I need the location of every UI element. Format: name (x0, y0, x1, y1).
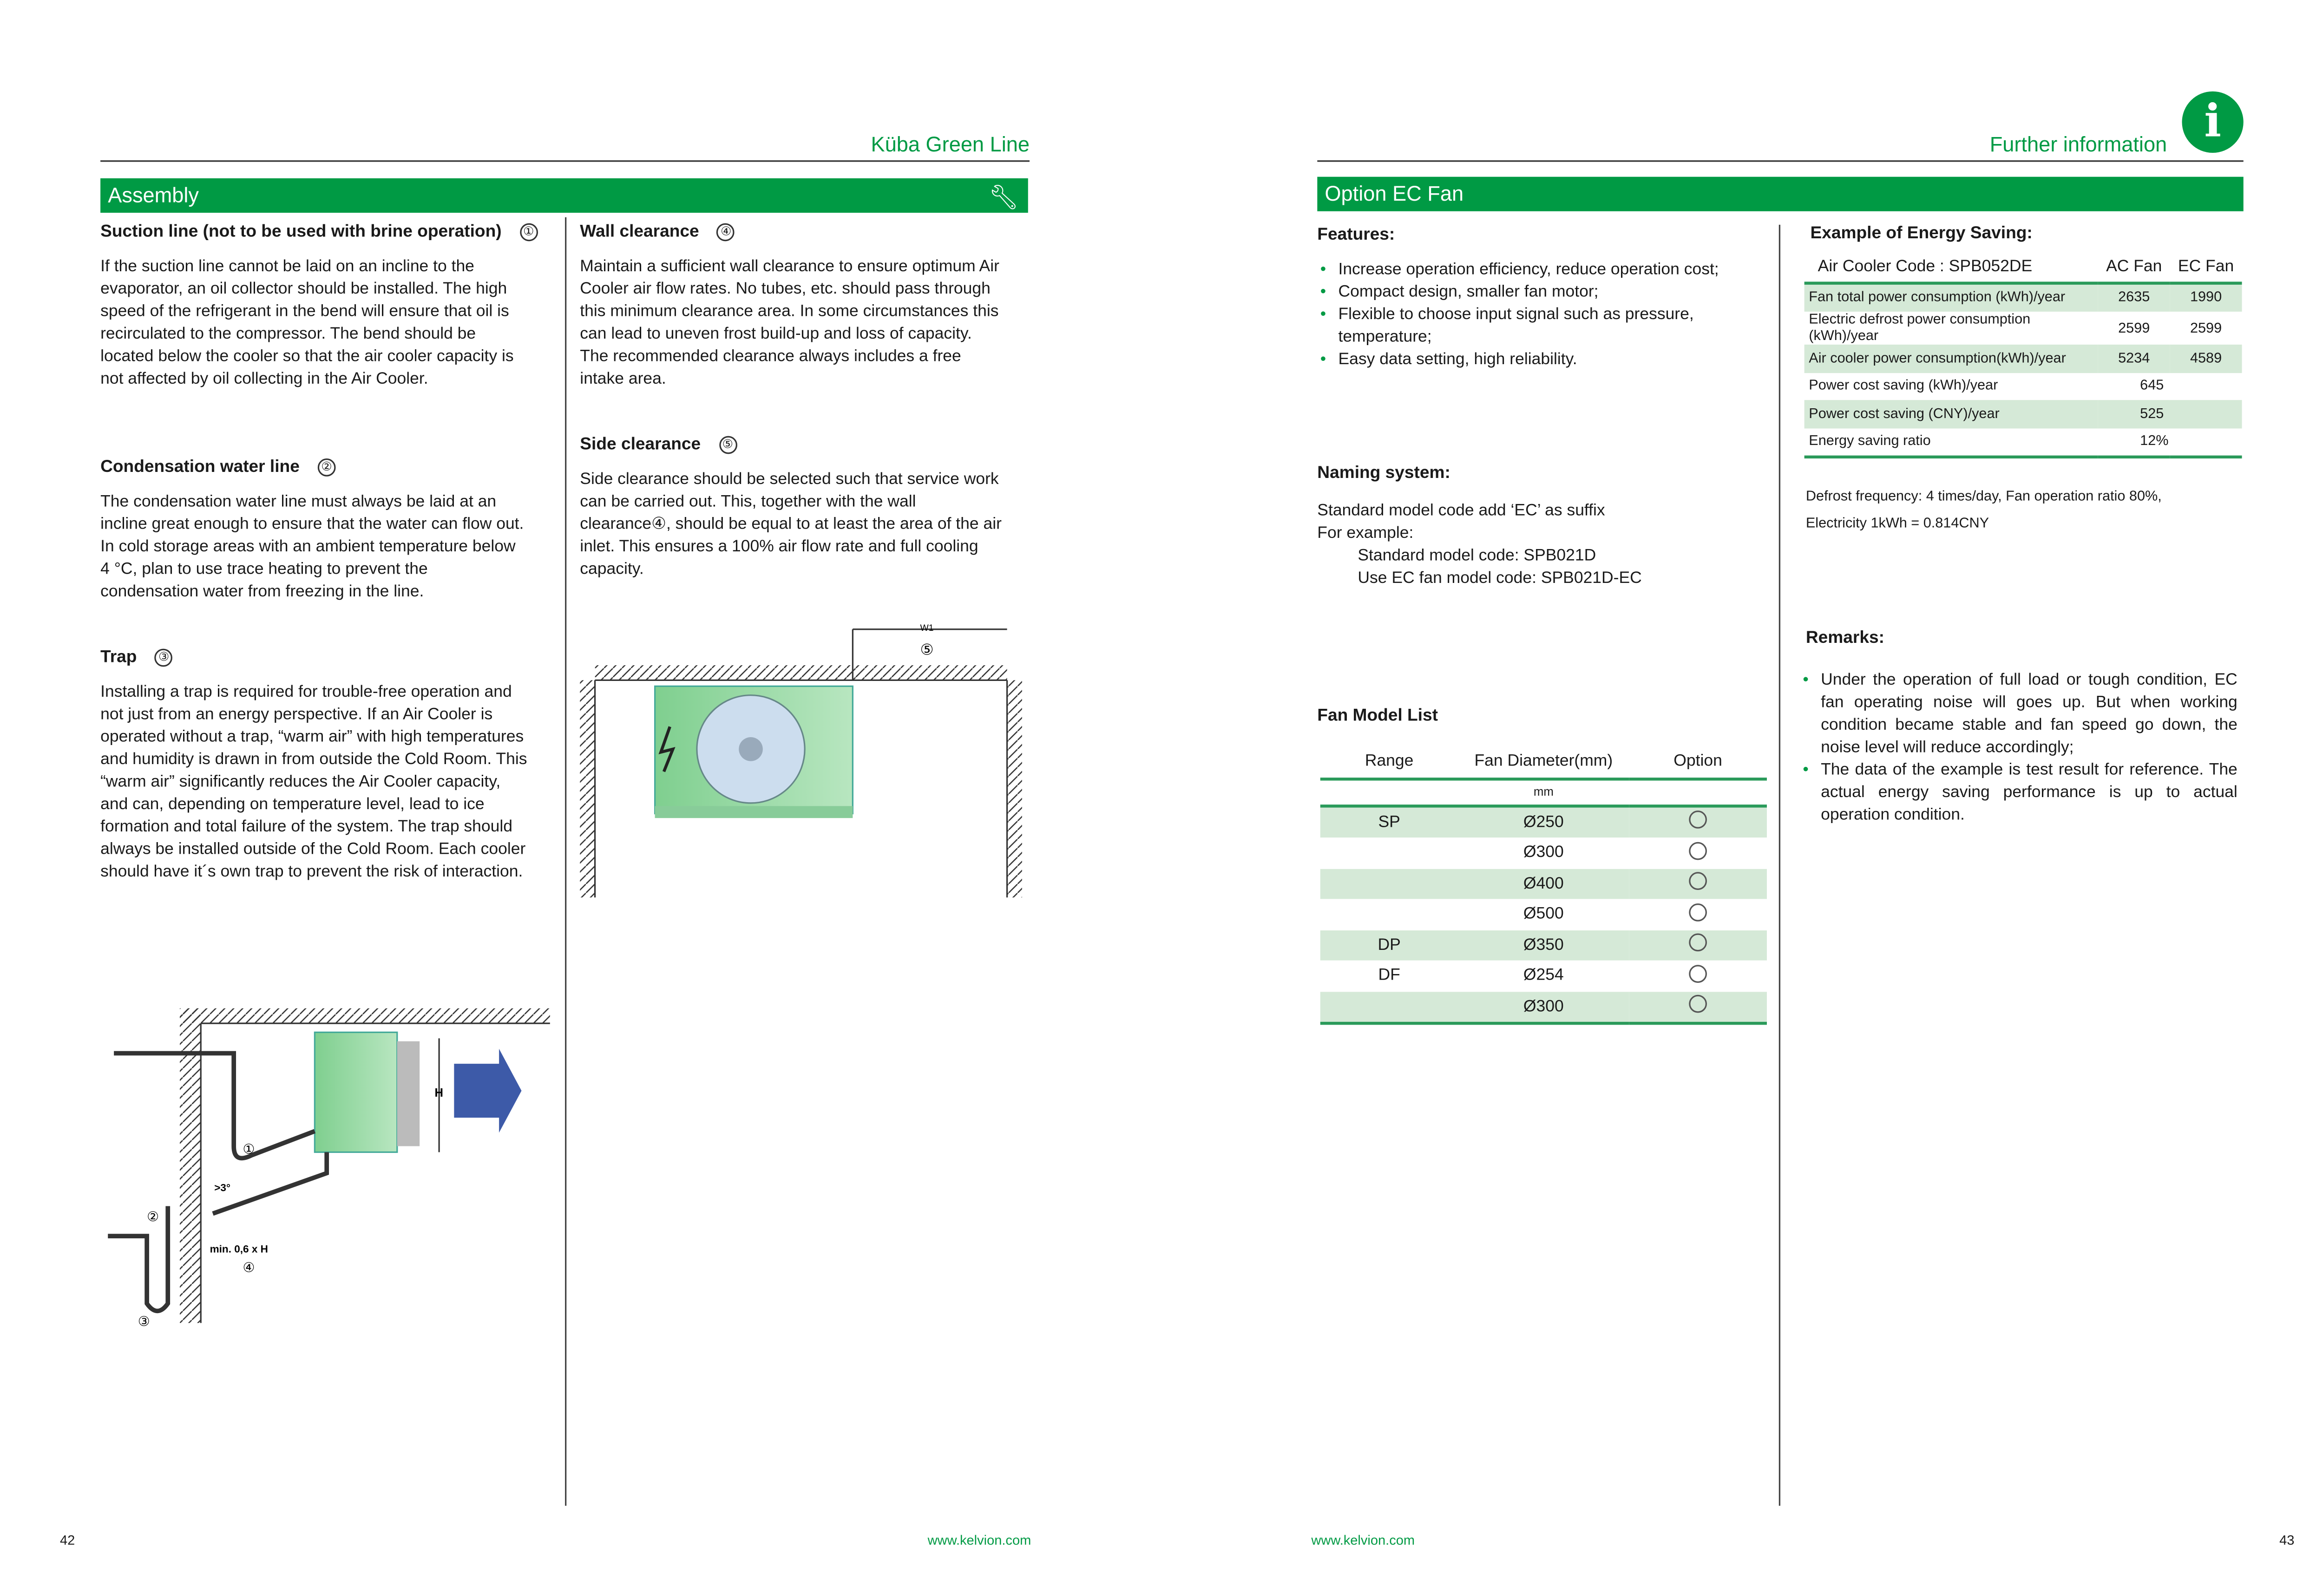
url-left[interactable]: www.kelvion.com (927, 1532, 1031, 1548)
condensation-text: The condensation water line must always be laid at an incline great enough to ensure that the water can flow out. In cold storage areas with an ambient temperature below 4 °C, plan to use trace heating to prevent the condensation water from freezing in the line. (100, 493, 524, 601)
label-5: ⑤ (920, 641, 934, 658)
page-number-right: 43 (2279, 1532, 2295, 1548)
wall-title: Wall clearance ④ (580, 223, 735, 242)
label-4: ④ (243, 1260, 255, 1275)
table-row: Ø300 (1320, 991, 1767, 1023)
h-label: H (434, 1086, 444, 1100)
table-row: Ø500 (1320, 899, 1767, 929)
option-circle-icon (1689, 934, 1707, 952)
naming-line: For example: (1317, 524, 1414, 543)
column-divider (1779, 225, 1780, 1506)
table-row: Air cooler power consumption(kWh)/year 5234 4589 (1805, 345, 2242, 373)
feature-item: • Easy data setting, high reliability. (1317, 349, 1744, 372)
header-rule (100, 160, 1030, 162)
option-circle-icon (1689, 811, 1707, 829)
table-row: Power cost saving (kWh)/year 645 (1809, 378, 2164, 395)
min-label: min. 0,6 x H (210, 1243, 268, 1255)
assembly-bar (100, 178, 1028, 213)
naming-title: Naming system: (1317, 464, 1450, 483)
side-title: Side clearance ⑤ (580, 436, 736, 454)
label-3: ③ (138, 1314, 150, 1329)
header-rule (1317, 160, 2243, 162)
remarks-title: Remarks: (1805, 629, 1884, 648)
suction-text: If the suction line cannot be laid on an incline to the evaporator, an oil collector should be installed. The high speed of the refrigerant in the bend will ensure that oil is recirculated to the compressor. The bend should be located below the cooler so that the air cooler capacity is not affected by oil collecting in the Air Cooler. (100, 257, 514, 388)
table-row: Ø400 (1320, 868, 1767, 899)
label-2: ② (147, 1209, 159, 1224)
option-circle-icon (1689, 995, 1707, 1014)
option-circle-icon (1689, 842, 1707, 860)
features-title: Features: (1317, 226, 1395, 244)
option-circle-icon (1689, 872, 1707, 890)
option-circle-icon (1689, 964, 1707, 982)
table-row: DP Ø350 (1320, 929, 1767, 960)
unit-label: mm (1533, 785, 1554, 799)
right-header: Further information (1989, 131, 2167, 156)
remarks-list (1800, 670, 2238, 827)
naming-line: Standard model code: SPB021D (1358, 547, 1596, 565)
table-row: Fan total power consumption (kWh)/year 2635 1990 (1805, 282, 2242, 312)
condensation-title: Condensation water line ② (100, 458, 335, 477)
side-text: Side clearance should be selected such that service work can be carried out. This, together with the wall clearance④, should be equal to at least the area of the air inlet. This ensures a 100% air flow rate and full cooling capacity. (580, 470, 1002, 579)
trap-diagram (102, 996, 551, 1341)
table-row: SP Ø250 (1320, 805, 1767, 837)
option-circle-icon (1689, 903, 1707, 921)
column-divider (565, 217, 566, 1506)
wall-text: Maintain a sufficient wall clearance to ensure optimum Air Cooler air flow rates. No tubes, etc. should pass through this minimum clearance area. In some circumstances this can lead to uneven frost build-up and loss of capacity. The recommended clearance always includes a free intake area. (580, 257, 999, 388)
left-header: Küba Green Line (871, 131, 1030, 156)
feature-item: • Flexible to choose input signal such as pressure, temperature; (1317, 304, 1744, 349)
trap-title: Trap ③ (100, 649, 173, 667)
ec-fan-bar: Option EC Fan (1317, 177, 2243, 211)
col-header: Range (1365, 752, 1414, 771)
naming-line: Use EC fan model code: SPB021D-EC (1358, 569, 1642, 588)
wrench-icon: 🔧︎ (988, 185, 1019, 211)
remark-item: • The data of the example is test result for reference. The actual energy saving performance is up to actual operation condition. (1800, 759, 2238, 827)
suction-title: Suction line (not to be used with brine operation) ① (100, 223, 538, 242)
url-right[interactable]: www.kelvion.com (1311, 1532, 1415, 1548)
trap-text: Installing a trap is required for trouble-free operation and not just from an energy perspective. If an Air Cooler is operated without a trap, “warm air” with high temperatures and humidity is drawn in from outside the Cold Room. This “warm air” significantly reduces the Air Cooler capacity, and can, depending on temperature level, lead to ice formation and total failure of the system. The trap should always be installed outside of the Cold Room. Each cooler should have it´s own trap to prevent the risk of interaction. (100, 683, 527, 881)
energy-title: Example of Energy Saving: (1810, 224, 2033, 243)
section-title: Assembly (108, 183, 199, 207)
col-header: Option (1673, 752, 1722, 771)
table-row: Power cost saving (CNY)/year 525 (1805, 400, 2242, 428)
table-row: Ø300 (1320, 837, 1767, 868)
angle-label: >3° (214, 1182, 231, 1194)
info-icon: i (2182, 92, 2243, 153)
table-row: Energy saving ratio 12% (1805, 428, 2242, 457)
w1-label: W1 (920, 622, 934, 633)
feature-item: • Compact design, smaller fan motor; (1317, 281, 1744, 304)
energy-table: Air Cooler Code : SPB052DE AC Fan EC Fan Fan total power consumption (kWh)/year 2635 1990 Electric defrost power consumption (kWh)/year 2599 2599 Air cooler power consumption(kWh)/year 5234 4589 Power cost saving (kWh)/year 645 Power cost saving (CNY)/year 525 Energy saving ratio 12% (1805, 253, 2242, 458)
remark-item: • Under the operation of full load or tough condition, EC fan operating noise will goes up. But when working condition became stable and fan speed go down, the noise level will reduce accordingly; (1800, 670, 2238, 760)
naming-line: Standard model code add ‘EC’ as suffix (1317, 502, 1605, 520)
label-1: ① (243, 1142, 255, 1157)
table-row: DF Ø254 (1320, 961, 1767, 991)
fan-model-table (1320, 746, 1767, 1025)
feature-item: • Increase operation efficiency, reduce operation cost; (1317, 259, 1744, 281)
energy-note: Defrost frequency: 4 times/day, Fan operation ratio 80%, Electricity 1kWh = 0.814CNY (1805, 488, 2162, 532)
table-row: Electric defrost power consumption (kWh)/year 2599 2599 (1809, 311, 2222, 345)
side-clearance-diagram (577, 614, 1027, 906)
col-header: Fan Diameter(mm) (1474, 752, 1613, 771)
fan-list-title: Fan Model List (1317, 707, 1438, 726)
page-number-left: 42 (60, 1532, 75, 1548)
features-list (1317, 259, 1744, 372)
